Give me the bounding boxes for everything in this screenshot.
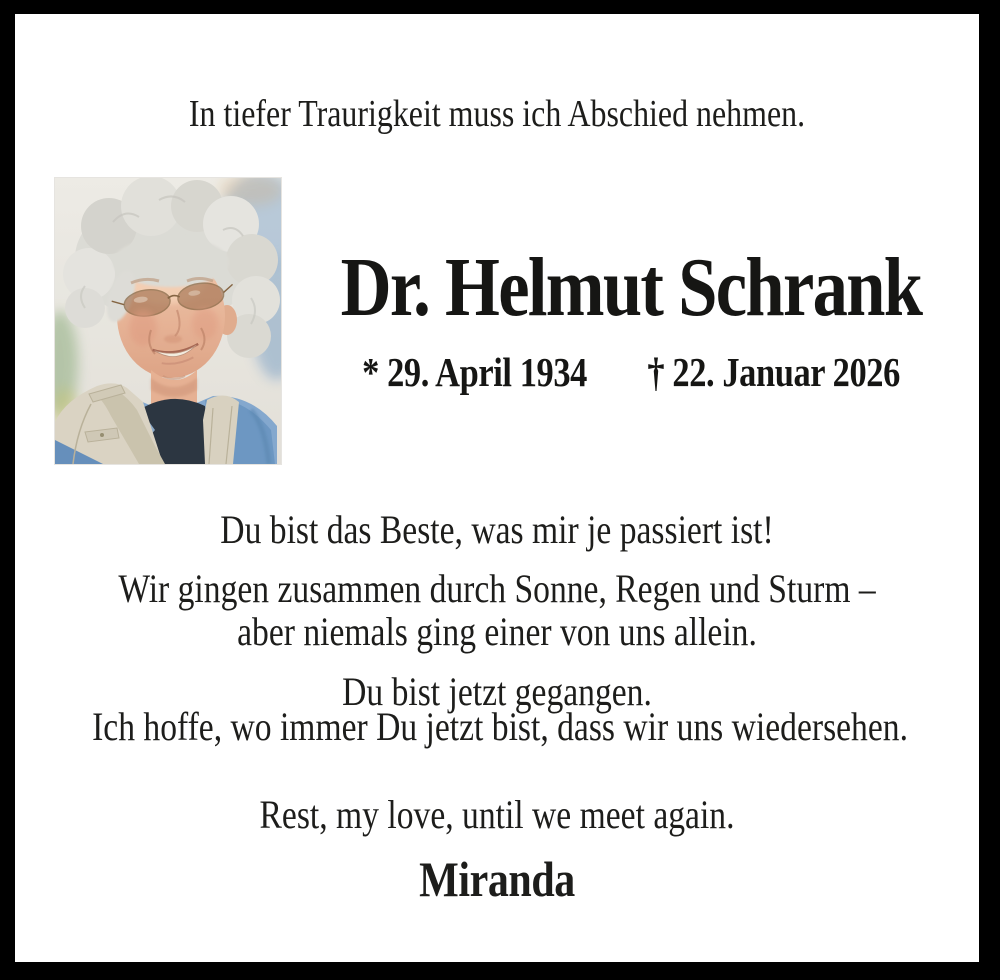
portrait-photo [55,178,281,464]
birth-date: * 29. April 1934 [362,349,587,395]
intro-line: In tiefer Traurigkeit muss ich Abschied nehmen. [188,93,806,135]
tribute-line-1: Du bist das Beste, was mir je passiert ist! [220,507,774,552]
tribute-line-2b: aber niemals ging einer von uns allein. [237,609,757,654]
signature: Miranda [419,851,575,907]
death-date: † 22. Januar 2026 [647,349,900,395]
tribute-line-3a: Du bist jetzt gegangen. [342,669,652,714]
life-dates [339,350,924,395]
portrait-illustration [55,178,281,464]
tribute-line-3b: Ich hoffe, wo immer Du jetzt bist, dass wir uns wiedersehen. [92,704,908,749]
deceased-name: Dr. Helmut Schrank [340,241,922,334]
farewell-line: Rest, my love, until we meet again. [259,792,735,837]
tribute-line-2a: Wir gingen zusammen durch Sonne, Regen und Sturm – [118,566,876,611]
obituary-card [15,14,979,962]
